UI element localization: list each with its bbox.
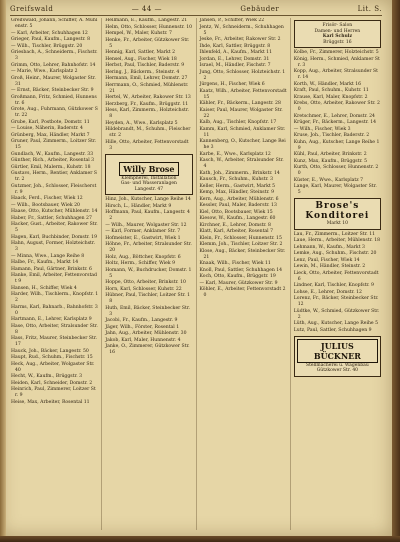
- directory-entry: Holz, Aug., Böttcher, Knopfstr. 6: [105, 254, 181, 260]
- directory-entry: Krebs, Otto, Arbeiter, Rakower Str. 20: [293, 101, 380, 112]
- directory-entry: — Wilh., Fischer, Wiek 3: [293, 126, 351, 132]
- directory-entry: — Karl, Former, Anklamer Str. 7: [105, 229, 181, 234]
- directory-entry: Hennig, Karl, Sattler, Markt 2: [105, 50, 176, 55]
- directory-entry: Grimm, Otto, Lehrer, Bahnhofstr. 14: [11, 62, 96, 68]
- directory-entry: Lehmann, W., Kaufm., Markt 3: [293, 244, 365, 250]
- directory-entry: Korth, W., Händler, Markt 16: [293, 81, 362, 87]
- directory-entry: Kunz, Max, Kaufm., Brüggstr. 5: [293, 158, 368, 164]
- directory-entry: Koch, Otto, Kaufm., Brüggstr. 19: [199, 274, 276, 279]
- directory-entry: — Wilh., Tischler, Brüggstr. 20: [11, 43, 83, 49]
- directory-entry: Lewin, M., Händler, Steinstr. 2: [293, 264, 366, 269]
- header-center: — 44 —: [131, 5, 163, 13]
- directory-entry: Klose, Aug., Bäcker, Steinbecker Str. 21: [199, 248, 286, 260]
- ad-line: Markt 10: [326, 221, 348, 226]
- directory-entry: Janke, O., Zimmerer, Gützkower Str. 16: [105, 344, 190, 355]
- directory-entry: Großmann, Fritz, Schmied, Hunnenstr. 6: [11, 94, 97, 106]
- directory-entry: Kraft, Paul, Schuhm., Kuhstr. 11: [293, 88, 369, 93]
- directory-entry: Grieger, Paul, Kaufm., Langestr. 8: [11, 37, 91, 42]
- page-header: [10, 3, 382, 16]
- directory-entry: Jung, Otto, Schlosser, Holzteichstr. 12: [199, 69, 286, 81]
- directory-entry: Hagen, Karl, Buchbinder, Domstr. 19: [11, 234, 98, 240]
- directory-entry: — Minna, Wwe., Lange Reihe 8: [11, 253, 85, 259]
- directory-entry: Kessler, Paul, Maler, Baderstr. 13: [199, 203, 277, 208]
- directory-entry: Haupt, Rud., Schuhm., Fischstr. 15: [11, 355, 93, 360]
- directory-entry: Hempel, W., Maler, Kuhstr. 7: [105, 31, 172, 36]
- directory-entry: Hinz, Joh., Kutscher, Lange Reihe 14: [105, 197, 191, 202]
- directory-entry: Heyden, A., Wwe., Karlsplatz 5: [105, 120, 178, 126]
- directory-entry: Lutz, Paul, Sattler, Schuhhagen 9: [293, 327, 372, 333]
- directory-entry: Homann, W., Buchdrucker, Domstr. 15: [105, 267, 192, 279]
- advertisement-bottom: [294, 336, 381, 377]
- directory-entry: Lenz, Paul, Fischer, Wiek 14: [293, 257, 360, 263]
- directory-entry: Jordan, E., Lehrer, Domstr. 31: [199, 56, 270, 62]
- directory-entry: Heinrich, Paul, Zimmerer, Loitzer Str. 9: [11, 387, 96, 398]
- directory-entry: Hecht, W., Kaufm., Brüggstr. 3: [11, 374, 83, 379]
- ad-line: Gas- und Wasseranlagen: [120, 181, 177, 186]
- directory-entry: Kähler, Fr., Bäckerm., Langestr. 28: [199, 101, 281, 106]
- directory-entry: Israel, M., Händler, Fischstr. 7: [199, 63, 271, 68]
- directory-entry: Knaak, Wilh., Fischer, Wiek 11: [199, 261, 271, 266]
- directory-entry: Karbe, E., Wwe., Karlsplatz 12: [199, 151, 271, 157]
- directory-entry: Klein, Fr., Schlosser, Hunnenstr. 15: [199, 235, 282, 241]
- ad-line: Klempnerei, Installation: [121, 175, 177, 181]
- directory-entry: Halbe, Fr., Kaufm., Markt 14: [11, 260, 79, 265]
- directory-entry: Hauck, Joh., Bäcker, Langestr. 50: [11, 348, 89, 354]
- book-edge-right: [392, 0, 400, 542]
- directory-entry: Kruse, Joh., Tischler, Baderstr. 2: [293, 133, 370, 138]
- directory-entry: Lüdtke, W., Schmied, Gützkower Str. 2: [293, 308, 380, 320]
- directory-entry: Heise, Max, Arbeiter, Rosental 11: [11, 399, 90, 405]
- directory-entry: Krüger, Fr., Bäckerm., Langestr. 14: [293, 120, 377, 125]
- directory-entry: Gürtler, Emil, Malerm., Kuhstr. 18: [11, 164, 91, 170]
- page-spine: [0, 0, 6, 536]
- directory-entry: Hering, J., Bäckerm., Steinstr. 4: [105, 69, 180, 75]
- ad-line: Frisör- Salon: [322, 23, 353, 28]
- directory-entry: Kasch, W., Arbeiter, Stralsunder Str. 4: [199, 158, 284, 169]
- directory-entry: Hass, Fritz, Maurer, Steinbecker Str. 17: [11, 336, 98, 347]
- directory-entry: Kühl, Paul, Arbeiter, Brinkstr. 2: [293, 152, 367, 157]
- directory-entry: Kolbe, Fr., Zimmerer, Holzteichstr. 5: [293, 50, 379, 55]
- advertisement-top: [294, 20, 381, 48]
- directory-entry: Jürgens, H., Fischer, Wiek 6: [199, 82, 265, 87]
- advertisement-box: [105, 154, 192, 196]
- directory-entry: Gundlach, W., Kaufm., Langestr. 33: [11, 151, 94, 157]
- directory-entry: Lüth, Aug., Kutscher, Lange Reihe 5: [293, 321, 379, 326]
- directory-entry: Höhne, Fr., Arbeiter, Stralsunder Str. 20: [105, 242, 192, 253]
- directory-entry: Knoll, Paul, Sattler, Schuhhagen 14: [199, 267, 283, 273]
- directory-entry: Hildebrandt, M., Schuhm., Fleischerstr. 2: [105, 127, 191, 138]
- directory-entry: Griesbach, A., Schneiderm., Fischstr. 3: [11, 50, 98, 61]
- directory-entry: Kiesow, W., Kaufm., Langestr. 60: [199, 216, 276, 221]
- directory-entry: — Karl, Arbeiter, Schuhhagen 12: [11, 30, 88, 36]
- directory-entry: Harder, Wilh., Tischlerm., Knopfstr. 12: [11, 292, 99, 303]
- directory-entry: Kiel, Otto, Bootsbauer, Wiek 15: [199, 209, 273, 215]
- directory-entry: Köhler, E., Arbeiter, Fettenvorstadt 20: [199, 287, 286, 298]
- directory-entry: Klatt, Karl, Arbeiter, Rosental 7: [199, 229, 274, 234]
- directory-entry: Kath, Joh., Zimmerm., Brinkstr. 14: [199, 170, 280, 176]
- ad-line: Damen- und Herren: [314, 28, 361, 34]
- directory-entry: Jeske, Fr., Arbeiter, Rakower Str. 2: [199, 37, 281, 42]
- directory-entry: Kaiser, Paul, Maurer, Wolgaster Str. 22: [199, 107, 283, 119]
- directory-entry: Hansen, H., Schiffer, Wiek 4: [11, 285, 77, 291]
- advertisement-middle: [294, 198, 381, 230]
- directory-entry: Kretschmer, E., Lehrer, Domstr. 24: [293, 113, 375, 119]
- directory-entry: — Karl, Maurer, Gützkower Str. 9: [199, 280, 278, 286]
- directory-entry: Jäger, Wilh., Förster, Rosental 1: [105, 324, 180, 330]
- ad-title: JULIUS BÜCKNER: [297, 339, 378, 363]
- directory-entry: Grünberg, Max, Händler, Markt 7: [11, 132, 90, 138]
- directory-entry: Hanke, Emil, Arbeiter, Fettenvorstadt 9: [11, 273, 97, 284]
- directory-entry: Grote, Aug., Fuhrmann, Gützkower Str. 22: [11, 107, 98, 118]
- directory-entry: Lau, Fr., Zimmerm., Loitzer Str. 11: [293, 231, 376, 237]
- directory-entry: Hermann, Emil, Lehrer, Domstr. 27: [105, 76, 188, 81]
- directory-entry: Kern, Aug., Arbeiter, Mühlenstr. 6: [199, 196, 279, 202]
- directory-entry: Jahn, Aug., Arbeiter, Mühlenstr. 30: [105, 331, 187, 336]
- directory-entry: Greifswald, Johann, Schiffer, A. Mühlenstr. 5: [11, 18, 98, 29]
- directory-entry: Hoppe, Otto, Arbeiter, Brinkstr. 10: [105, 280, 186, 285]
- directory-column-3: [197, 18, 291, 530]
- directory-entry: Haack, Ferd., Fischer, Wiek 12: [11, 196, 83, 201]
- directory-entry: Hamann, Paul, Gärtner, Brinkstr. 6: [11, 266, 92, 272]
- header-left: Greifswald: [10, 5, 54, 13]
- directory-entry: — Louise, Näherin, Baderstr. 4: [11, 126, 83, 131]
- directory-entry: Harms, Karl, Bahnarb., Bahnhofstr. 30: [11, 304, 98, 316]
- ad-line: Karl Schulz: [322, 34, 353, 39]
- directory-entry: Jakob, Karl, Maler, Hunnenstr. 4: [105, 337, 181, 343]
- directory-entry: — Marie, Wwe., Karlsplatz 2: [11, 69, 78, 74]
- directory-entry: König, Herm., Schmied, Anklamer Str. 3: [293, 56, 380, 68]
- ad-line: Langestr. 47: [134, 186, 164, 192]
- directory-entry: Lemke, Aug., Schuhm., Fischstr. 20: [293, 251, 377, 256]
- header-right: Gebäuder: [240, 5, 280, 13]
- directory-entry: Günther, Rich., Arbeiter, Rosental 3: [11, 158, 95, 163]
- directory-entry: Haase, Otto, Kutscher, Mühlenstr. 14: [11, 209, 98, 214]
- directory-column-2: [102, 18, 196, 530]
- directory-entry: Lindner, Karl, Tischler, Knopfstr. 9: [293, 283, 374, 288]
- directory-entry: Heiden, Karl, Schneider, Domstr. 2: [11, 380, 93, 386]
- directory-entry: Hensel, Aug., Fischer, Wiek 18: [105, 56, 177, 62]
- directory-entry: Jansen, P., Schiffer, Wiek 22: [199, 18, 265, 23]
- directory-entry: Laue, Herm., Arbeiter, Mühlenstr. 18: [293, 238, 381, 243]
- directory-entry: Kuhn, Aug., Kutscher, Lange Reihe 19: [293, 139, 380, 151]
- directory-entry: Kannenberg, O., Kutscher, Lange Reihe 3: [199, 139, 286, 150]
- directory-entry: Holtz, Herm., Schiffer, Wiek 9: [105, 261, 176, 266]
- directory-entry: Gruner, Paul, Zimmerm., Loitzer Str. 15: [11, 139, 97, 150]
- directory-entry: Ihde, Karl, Sattler, Brüggstr. 8: [199, 43, 271, 49]
- directory-entry: Hertel, W., Arbeiter, Rakower Str. 13: [105, 95, 191, 100]
- ad-title: Brose's Konditorei: [305, 201, 370, 221]
- directory-entry: Herbst, Paul, Tischler, Baderstr. 9: [105, 63, 185, 68]
- directory-entry: Kalb, Aug., Tischler, Knopfstr. 17: [199, 120, 277, 125]
- directory-entry: Kopp, Aug., Arbeiter, Stralsunder Str. 14: [293, 69, 379, 80]
- directory-entry: Jacobi, Fr., Kaufm., Langestr. 9: [105, 318, 178, 323]
- directory-entry: Gustavs, Herm., Rentier, Anklamer Str. 2: [11, 171, 98, 182]
- directory-entry: Grube, Karl, Postbote, Domstr. 11: [11, 119, 90, 125]
- ad-line: Brüggstr. 16: [323, 39, 352, 45]
- directory-entry: Hübner, Paul, Tischler, Loitzer Str. 18: [105, 293, 191, 304]
- directory-entry: Ihlenfeld, A., Kaufm., Markt 11: [199, 50, 273, 55]
- directory-column-4: [291, 18, 384, 530]
- directory-entry: Heck, Aug., Arbeiter, Wolgaster Str. 40: [11, 361, 95, 373]
- directory-entry: Krause, Karl, Maler, Knopfstr. 2: [293, 94, 368, 100]
- directory-entry: Hess, Karl, Zimmerm., Holzteichstr. 8: [105, 108, 189, 119]
- directory-entry: Hase, Otto, Arbeiter, Stralsunder Str. 8: [11, 323, 98, 335]
- directory-entry: — Wilh., Bootsbauer, Wiek 20: [11, 202, 80, 208]
- ad-line: Gützkower Str. 40: [316, 368, 359, 373]
- directory-entry: Lieck, Otto, Arbeiter, Fettenvorstadt 6: [293, 270, 379, 282]
- directory-entry: Huth, Emil, Bäcker, Steinbecker Str. 3: [105, 305, 190, 317]
- directory-entry: Lohse, E., Lehrer, Domstr. 12: [293, 289, 362, 295]
- directory-entry: Hofmeister, E., Gastwirt, Wiek 1: [105, 235, 181, 241]
- directory-entry: Hoffmann, Paul, Kaufm., Langestr. 42: [105, 210, 190, 221]
- directory-entry: Haber, Fr., Sattler, Schuhhagen 27: [11, 215, 92, 221]
- directory-entry: Klemm, Joh., Tischler, Loitzer Str. 2: [199, 242, 283, 247]
- directory-entry: Kirchner, E., Lehrer, Domstr. 8: [199, 222, 271, 228]
- directory-entry: Keller, Herm., Gastwirt, Markt 5: [199, 183, 276, 189]
- directory-entry: — Wilh., Maurer, Wolgaster Str. 12: [105, 222, 187, 228]
- directory-entry: Kemp, Max, Händler, Steinstr. 9: [199, 190, 275, 195]
- header-far-right: Lit. S.: [357, 5, 382, 13]
- directory-entry: Kaatz, Wilh., Arbeiter, Fettenvorstadt 15: [199, 88, 287, 100]
- directory-entry: Horn, Karl, Schlosser, Kuhstr. 22: [105, 286, 182, 292]
- directory-entry: Jentz, W., Schneiderm., Schuhhagen 5: [199, 24, 284, 36]
- directory-entry: Groß, Heinr., Maurer, Wolgaster Str. 31: [11, 75, 96, 87]
- book-edge-bottom: [0, 536, 400, 542]
- directory-entry: Lange, Karl, Maurer, Wolgaster Str. 5: [293, 184, 377, 195]
- directory-entry: Henke, Fr., Arbeiter, Gützkower Str. 5: [105, 37, 190, 49]
- ad-title: Willy Brose: [119, 162, 178, 176]
- directory-entry: Hartmann, E., Lehrer, Karlsplatz 9: [11, 317, 92, 322]
- directory-entry: Küster, E., Wwe., Karlsplatz 7: [293, 177, 364, 183]
- directory-entry: Lorenz, Fr., Bäcker, Steinbecker Str. 12: [293, 296, 379, 307]
- directory-entry: Hirsch, L., Händler, Markt 9: [105, 203, 172, 209]
- directory-entry: Kurth, Otto, Schlosser, Hunnenstr. 20: [293, 165, 379, 176]
- directory-column-1: [8, 18, 102, 530]
- directory-entry: Kamm, Karl, Schmied, Anklamer Str. 11: [199, 126, 286, 138]
- directory-entry: Kausch, Fr., Schuhm., Kuhstr. 3: [199, 177, 274, 182]
- directory-entry: Herzberg, Fr., Kaufm., Brüggstr. 11: [105, 101, 189, 107]
- directory-entry: Hille, Otto, Arbeiter, Fettenvorstadt 3: [105, 139, 189, 151]
- directory-columns: [8, 18, 384, 530]
- directory-entry: Herrmann, O., Schmied, Mühlenstr. 21: [105, 82, 189, 94]
- directory-entry: Hacker, Gust., Arbeiter, Rakower Str. 5: [11, 222, 98, 233]
- directory-entry: Hahn, August, Former, Holzteichstr. 3: [11, 241, 96, 252]
- ad-line: Stellmacherei u. Wagenbau: [306, 362, 369, 368]
- directory-entry: Hellmann, E., Kaufm., Langestr. 21: [105, 18, 188, 23]
- directory-entry: Gutzmer, Joh., Schlosser, Fleischerstr. 9: [11, 183, 97, 195]
- directory-entry: Helm, Otto, Schlosser, Hunnenstr. 10: [105, 24, 193, 30]
- directory-entry: — Ernst, Bäcker, Steinbecker Str. 9: [11, 88, 94, 93]
